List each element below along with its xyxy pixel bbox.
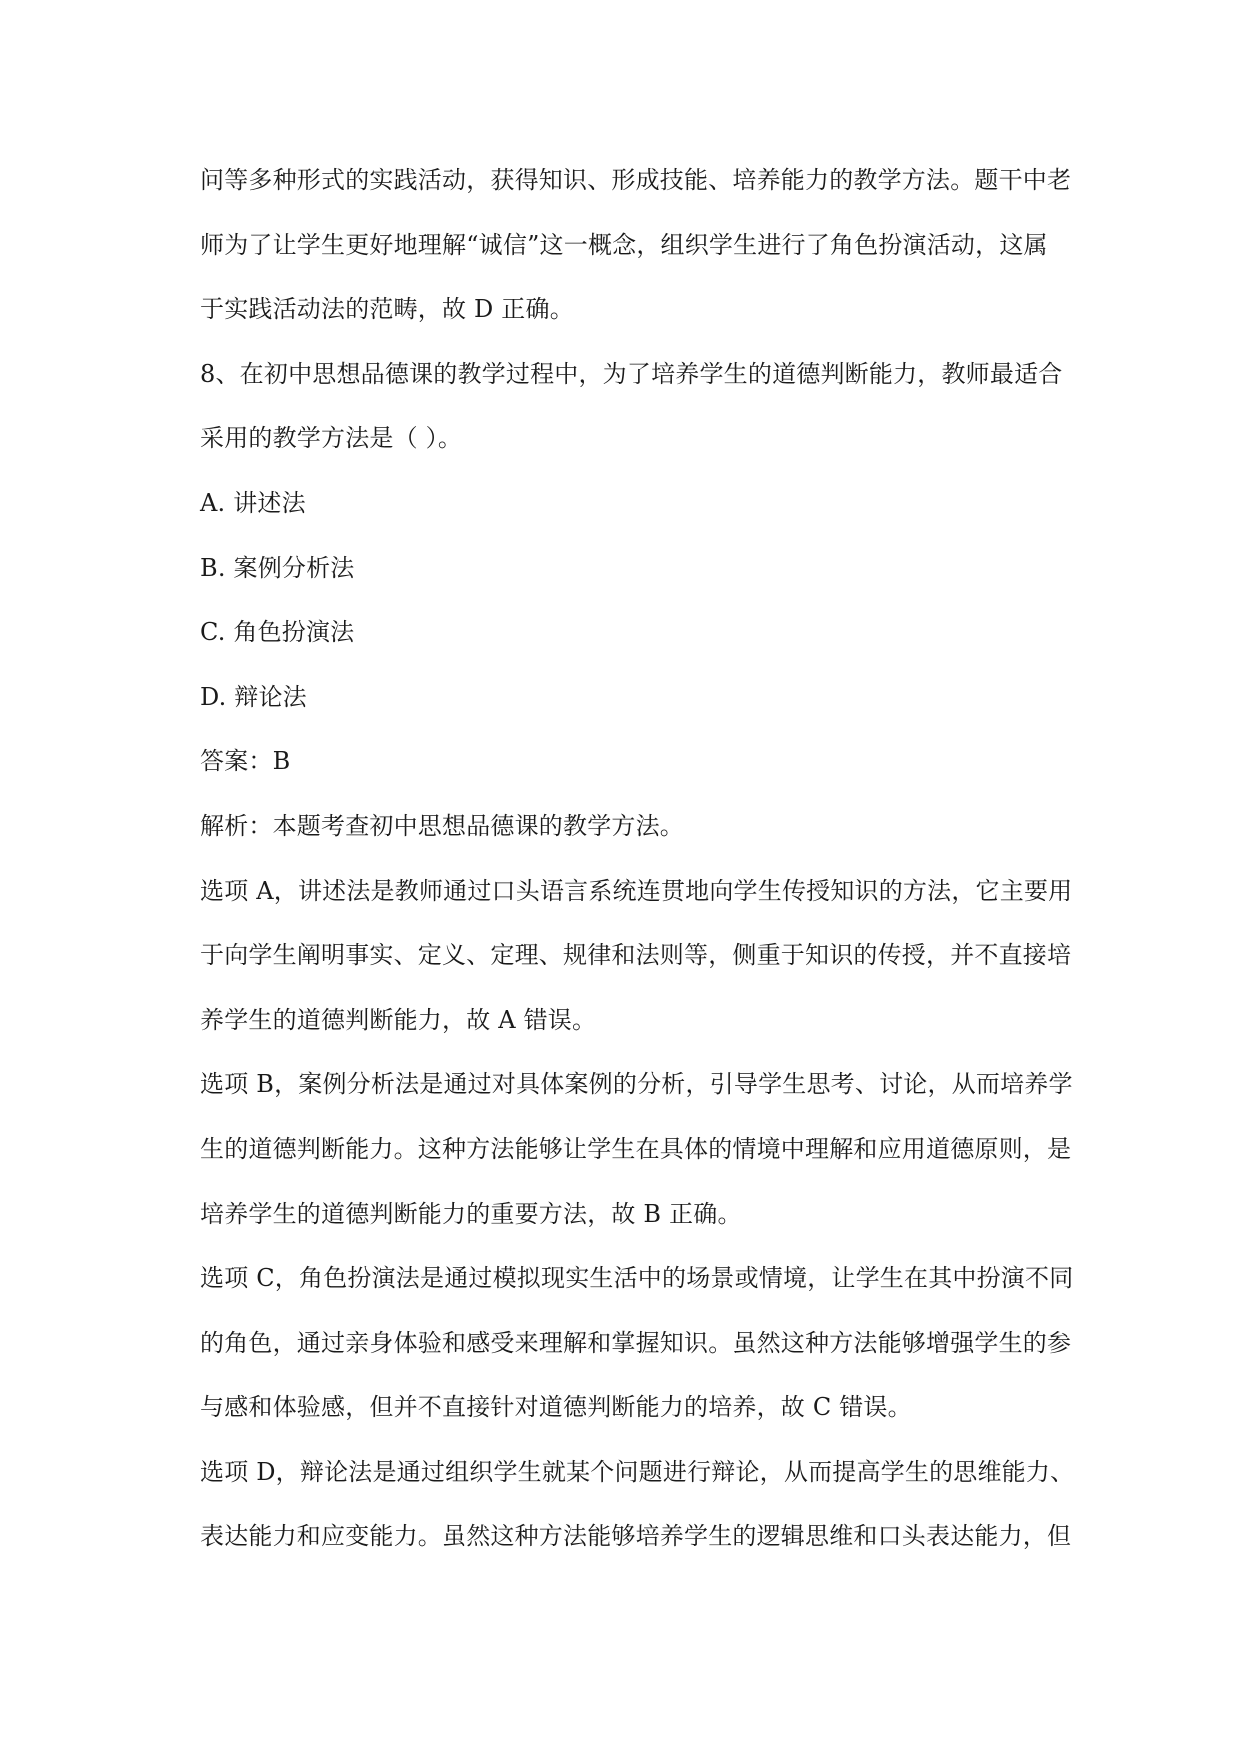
text-line: 选项 B，案例分析法是通过对具体案例的分析，引导学生思考、讨论，从而培养学 — [200, 1070, 1073, 1099]
question-line: 8、在初中思想品德课的教学过程中，为了培养学生的道德判断能力，教师最适合 — [200, 359, 1063, 388]
option-a: A. 讲述法 — [200, 488, 306, 517]
text-line: 选项 D，辩论法是通过组织学生就某个问题进行辩论，从而提高学生的思维能力、 — [200, 1457, 1075, 1486]
answer-line: 答案：B — [200, 747, 291, 776]
text-line: 培养学生的道德判断能力的重要方法，故 B 正确。 — [200, 1199, 742, 1228]
text-line: 生的道德判断能力。这种方法能够让学生在具体的情境中理解和应用道德原则，是 — [200, 1134, 1072, 1163]
text-line: 的角色，通过亲身体验和感受来理解和掌握知识。虽然这种方法能够增强学生的参 — [200, 1328, 1072, 1357]
text-line: 选项 A，讲述法是教师通过口头语言系统连贯地向学生传授知识的方法，它主要用 — [200, 876, 1073, 905]
analysis-line: 解析：本题考查初中思想品德课的教学方法。 — [200, 811, 684, 840]
option-b: B. 案例分析法 — [200, 553, 355, 582]
option-d: D. 辩论法 — [200, 682, 307, 711]
text-line: 选项 C，角色扮演法是通过模拟现实生活中的场景或情境，让学生在其中扮演不同 — [200, 1264, 1074, 1293]
text-line: 于实践活动法的范畴，故 D 正确。 — [200, 295, 574, 324]
text-line: 于向学生阐明事实、定义、定理、规律和法则等，侧重于知识的传授，并不直接培 — [200, 941, 1072, 970]
question-line: 采用的教学方法是（ ）。 — [200, 424, 463, 453]
text-line: 与感和体验感，但并不直接针对道德判断能力的培养，故 C 错误。 — [200, 1393, 912, 1422]
text-line: 表达能力和应变能力。虽然这种方法能够培养学生的逻辑思维和口头表达能力，但 — [200, 1522, 1072, 1551]
text-line: 师为了让学生更好地理解“诚信”这一概念，组织学生进行了角色扮演活动，这属 — [200, 230, 1048, 259]
text-line: 养学生的道德判断能力，故 A 错误。 — [200, 1005, 597, 1034]
text-line: 问等多种形式的实践活动，获得知识、形成技能、培养能力的教学方法。题干中老 — [200, 166, 1072, 194]
option-c: C. 角色扮演法 — [200, 618, 355, 647]
document-text — [200, 148, 1100, 1569]
